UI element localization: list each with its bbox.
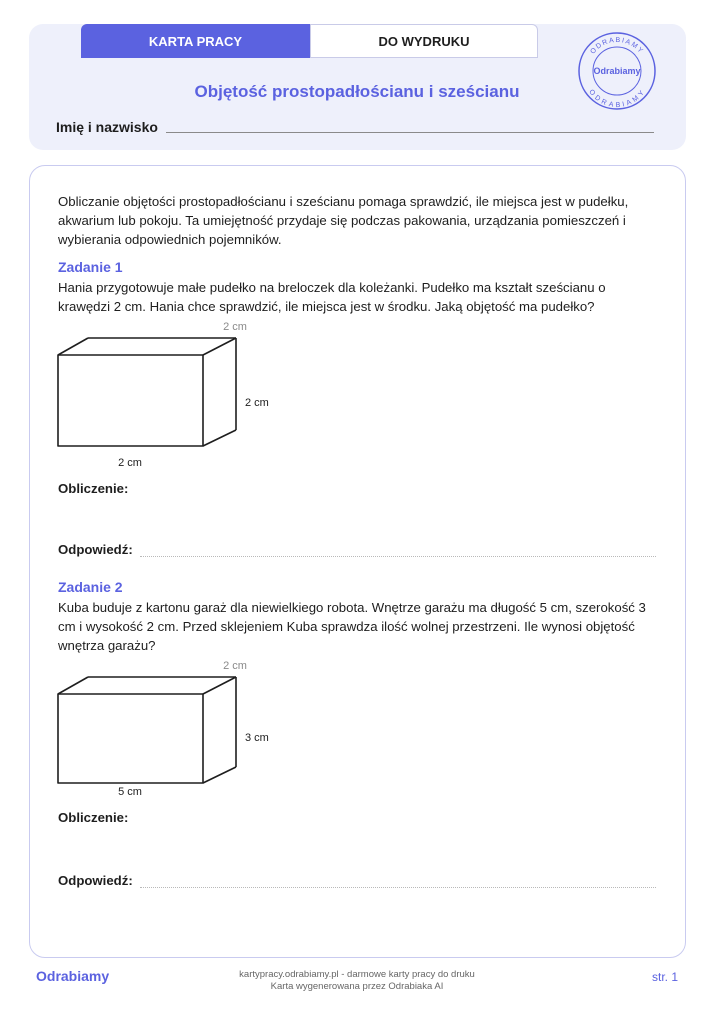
task-2-width-label: 5 cm: [118, 786, 142, 798]
stamp-center-text: Odrabiamy: [593, 66, 641, 76]
svg-text:ODRABIAMY: [587, 89, 646, 110]
task-1-text: Hania przygotowuje małe pudełko na breloczek dla koleżanki. Pudełko ma kształt sześcianu o krawędzi 2 cm. Hania chce sprawdzić, ile miejsca jest w środku. Jaką objętość ma pudełko?: [58, 280, 606, 314]
task-2-answer-line[interactable]: [140, 887, 656, 888]
task-1-answer-line[interactable]: [140, 556, 656, 557]
svg-text:ODRABIAMY: [589, 37, 644, 56]
intro-paragraph: Obliczanie objętości prostopadłościanu i sześcianu pomaga sprawdzić, ile miejsca jest w pudełku, akwarium lub pokoju. Ta umiejętność przydaje się podczas pakowania, urządzania pomieszczeń i wybierania odpowiednich pojemników.: [58, 194, 629, 247]
task-1-depth-label: 2 cm: [223, 321, 247, 333]
task-1-cuboid-figure: [55, 318, 285, 474]
stamp-bottom-text: ODRABIAMY: [587, 88, 647, 110]
task-2-depth-label: 2 cm: [223, 660, 247, 672]
task-2-height-label: 3 cm: [245, 732, 269, 744]
footer-generated-note: Karta wygenerowana przez Odrabiaka AI: [270, 981, 444, 992]
name-input-line[interactable]: [166, 132, 654, 133]
task-2-calc-label: Obliczenie:: [58, 810, 129, 825]
stamp-top-text: ODRABIAMY: [589, 36, 645, 56]
task-1-height-label: 2 cm: [245, 397, 269, 409]
tab-print[interactable]: DO WYDRUKU: [310, 24, 538, 58]
task-2-title: Zadanie 2: [58, 579, 123, 595]
task-1-width-label: 2 cm: [118, 457, 142, 469]
name-label: Imię i nazwisko: [56, 119, 158, 135]
odrabiamy-stamp-logo: [576, 30, 658, 112]
task-1-calc-label: Obliczenie:: [58, 481, 129, 496]
task-1-answer-label: Odpowiedź:: [58, 542, 133, 557]
tab-worksheet[interactable]: KARTA PRACY: [81, 24, 310, 58]
task-2-cuboid-figure: [55, 657, 285, 803]
page-number: str. 1: [651, 970, 678, 984]
footer-brand-logo[interactable]: Odrabiamy: [36, 968, 110, 984]
footer-info: [0, 969, 714, 993]
task-1-title: Zadanie 1: [58, 259, 123, 275]
task-2-answer-label: Odpowiedź:: [58, 873, 133, 888]
page-title: Objętość prostopadłościanu i sześcianu: [194, 82, 520, 101]
task-2-text: Kuba buduje z kartonu garaż dla niewielkiego robota. Wnętrze garażu ma długość 5 cm, szerokość 3 cm i wysokość 2 cm. Przed sklejeniem Kuba sprawdza ilość wolnej przestrzeni. Ile wynosi objętość wnętrza garażu?: [58, 600, 646, 653]
footer-site-link[interactable]: kartypracy.odrabiamy.pl - darmowe karty pracy do druku: [239, 969, 475, 980]
